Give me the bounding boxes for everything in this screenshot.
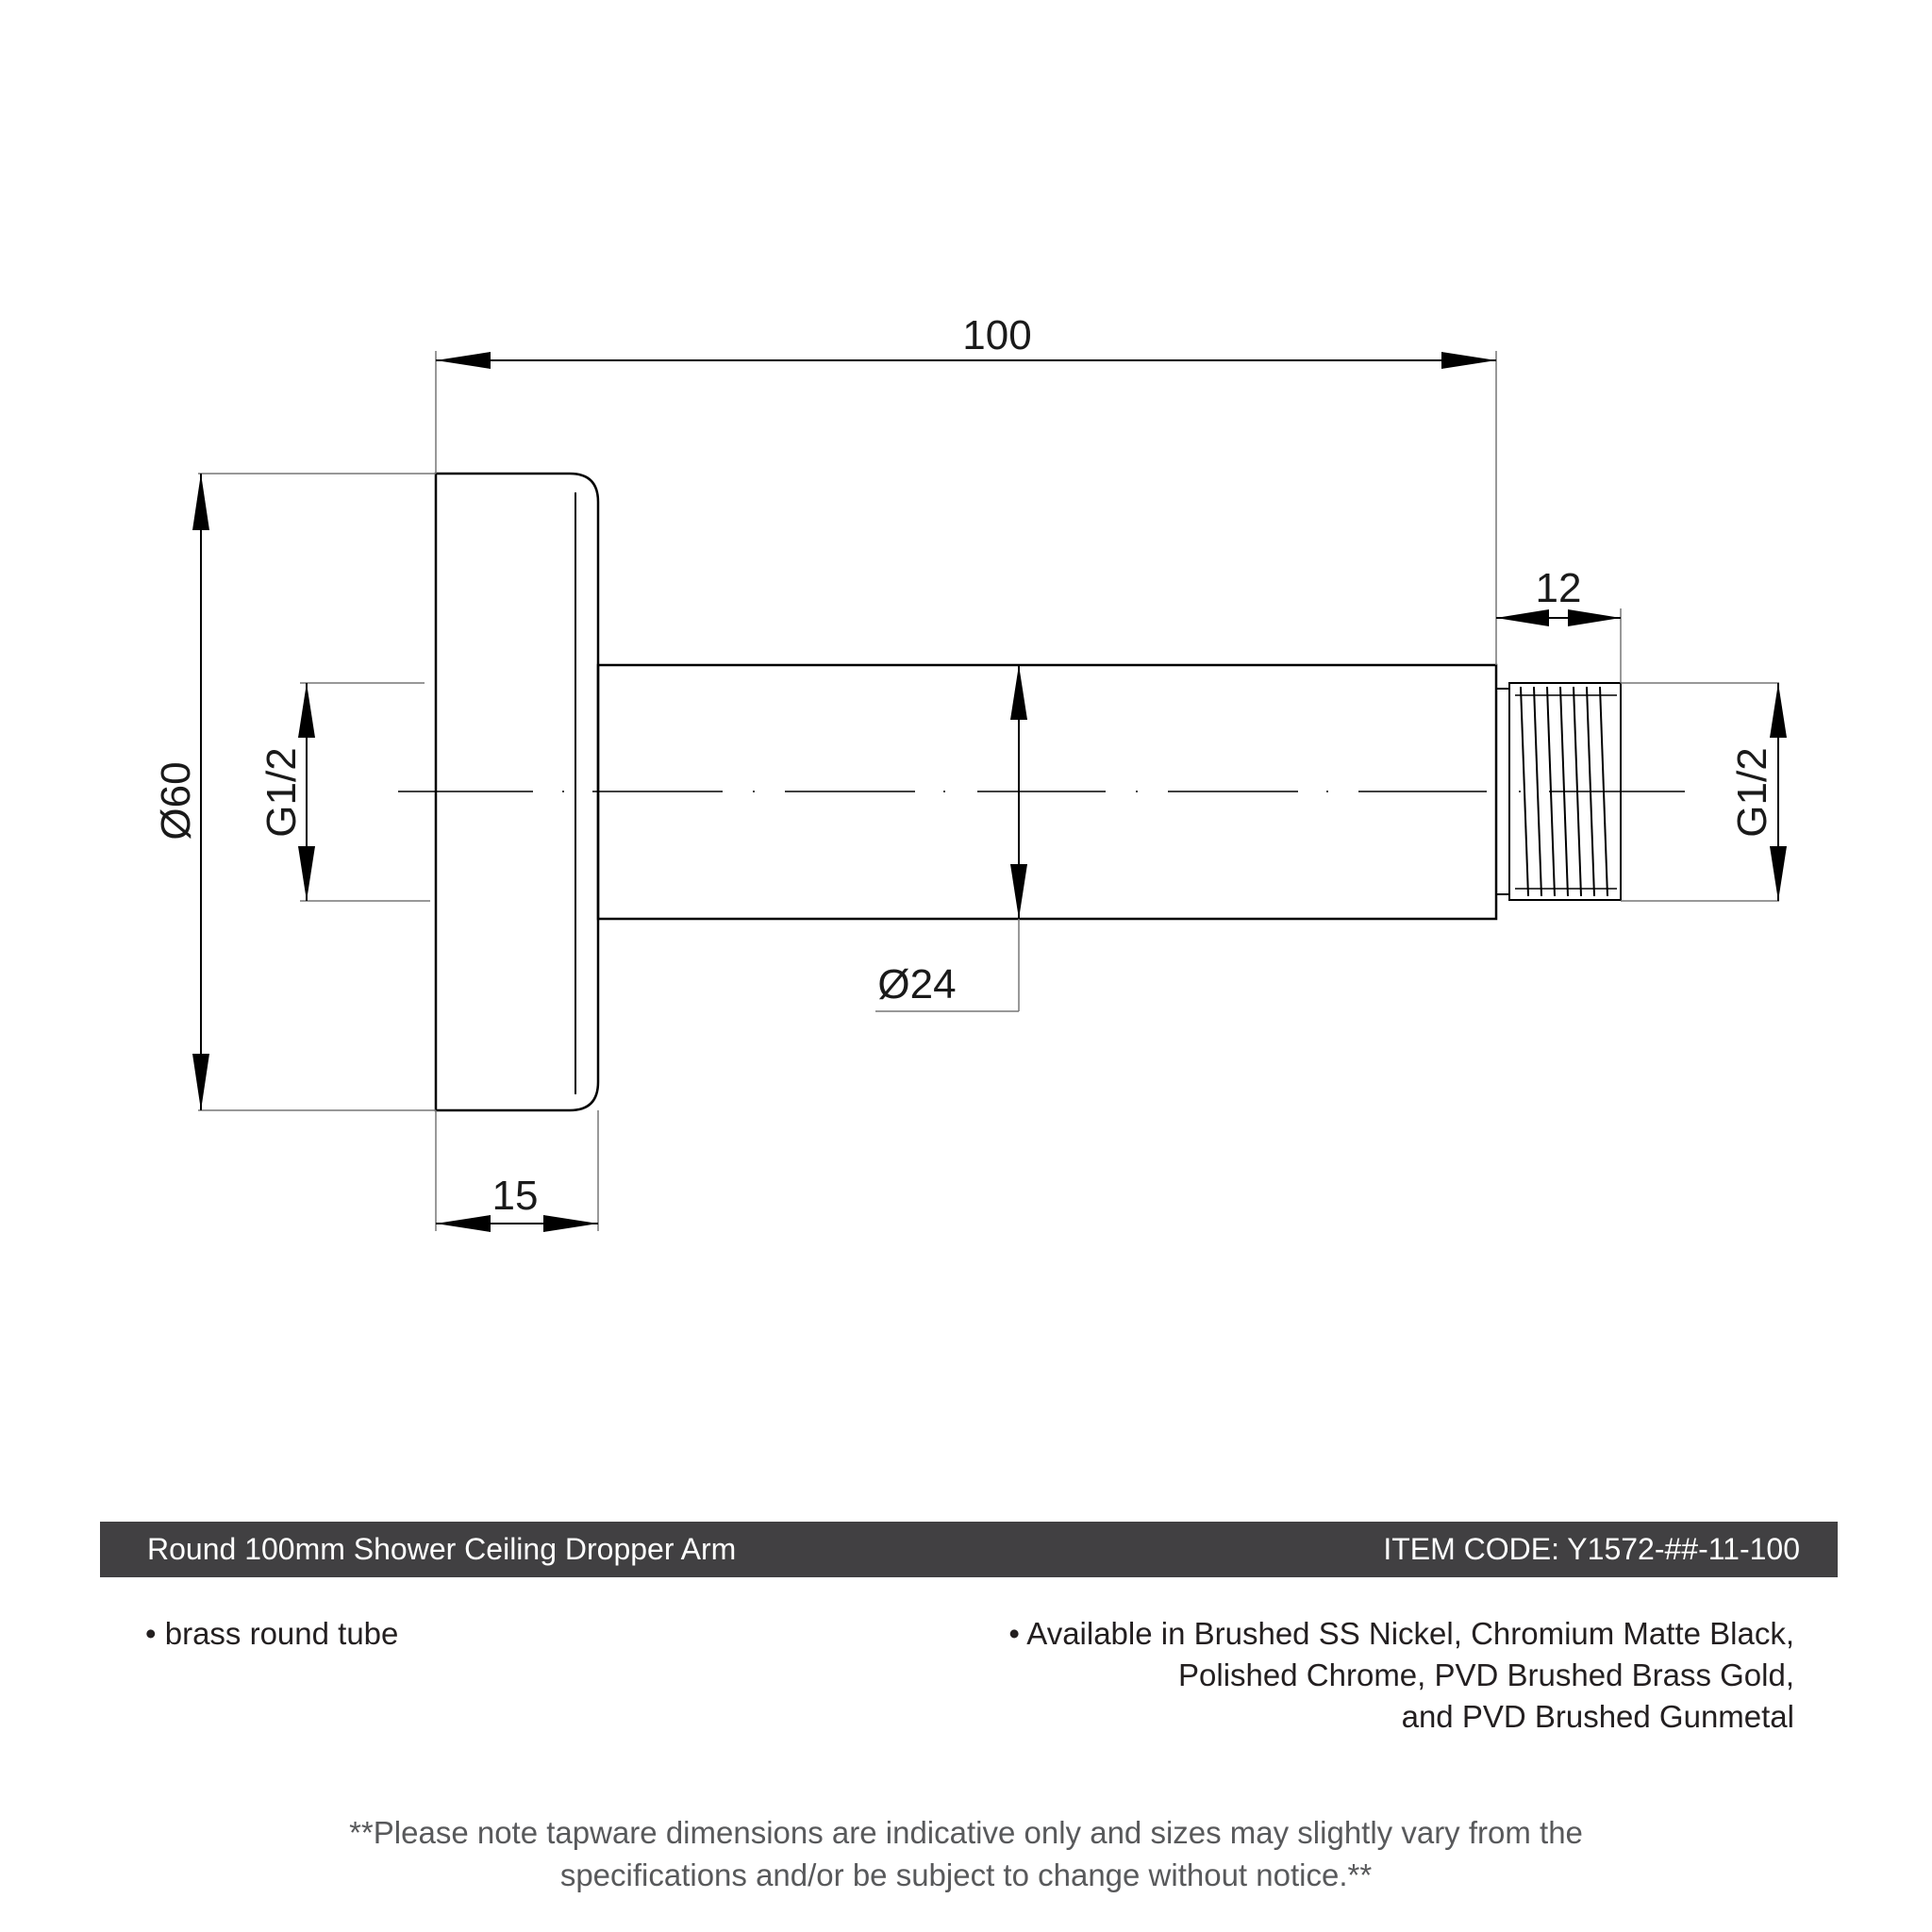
product-name: Round 100mm Shower Ceiling Dropper Arm <box>147 1532 737 1566</box>
item-code: ITEM CODE: Y1572-##-11-100 <box>1383 1532 1800 1566</box>
dim-label-flange-diameter: Ø60 <box>153 761 199 841</box>
finish-line-2: Polished Chrome, PVD Brushed Brass Gold, <box>1178 1657 1794 1692</box>
dim-label-overall-length: 100 <box>962 312 1032 358</box>
disclaimer-line-1: **Please note tapware dimensions are indicative only and sizes may slightly vary from the <box>349 1815 1583 1850</box>
finish-line-1: • Available in Brushed SS Nickel, Chromium Matte Black, <box>1008 1616 1794 1651</box>
disclaimer-line-2: specifications and/or be subject to change without notice.** <box>559 1857 1373 1892</box>
finish-line-3: and PVD Brushed Gunmetal <box>1401 1699 1794 1734</box>
feature-finishes <box>1008 1613 1794 1738</box>
dim-label-thread-length: 12 <box>1535 565 1582 611</box>
feature-material: • brass round tube <box>145 1616 399 1651</box>
dim-label-outlet-thread: G1/2 <box>1729 747 1775 838</box>
disclaimer <box>0 1811 1932 1896</box>
title-bar <box>100 1522 1838 1577</box>
dim-label-flange-depth: 15 <box>491 1173 539 1219</box>
thread-neck <box>1496 689 1509 894</box>
dim-label-tube-diameter: Ø24 <box>877 961 957 1008</box>
dim-label-flange-thread: G1/2 <box>258 747 305 838</box>
